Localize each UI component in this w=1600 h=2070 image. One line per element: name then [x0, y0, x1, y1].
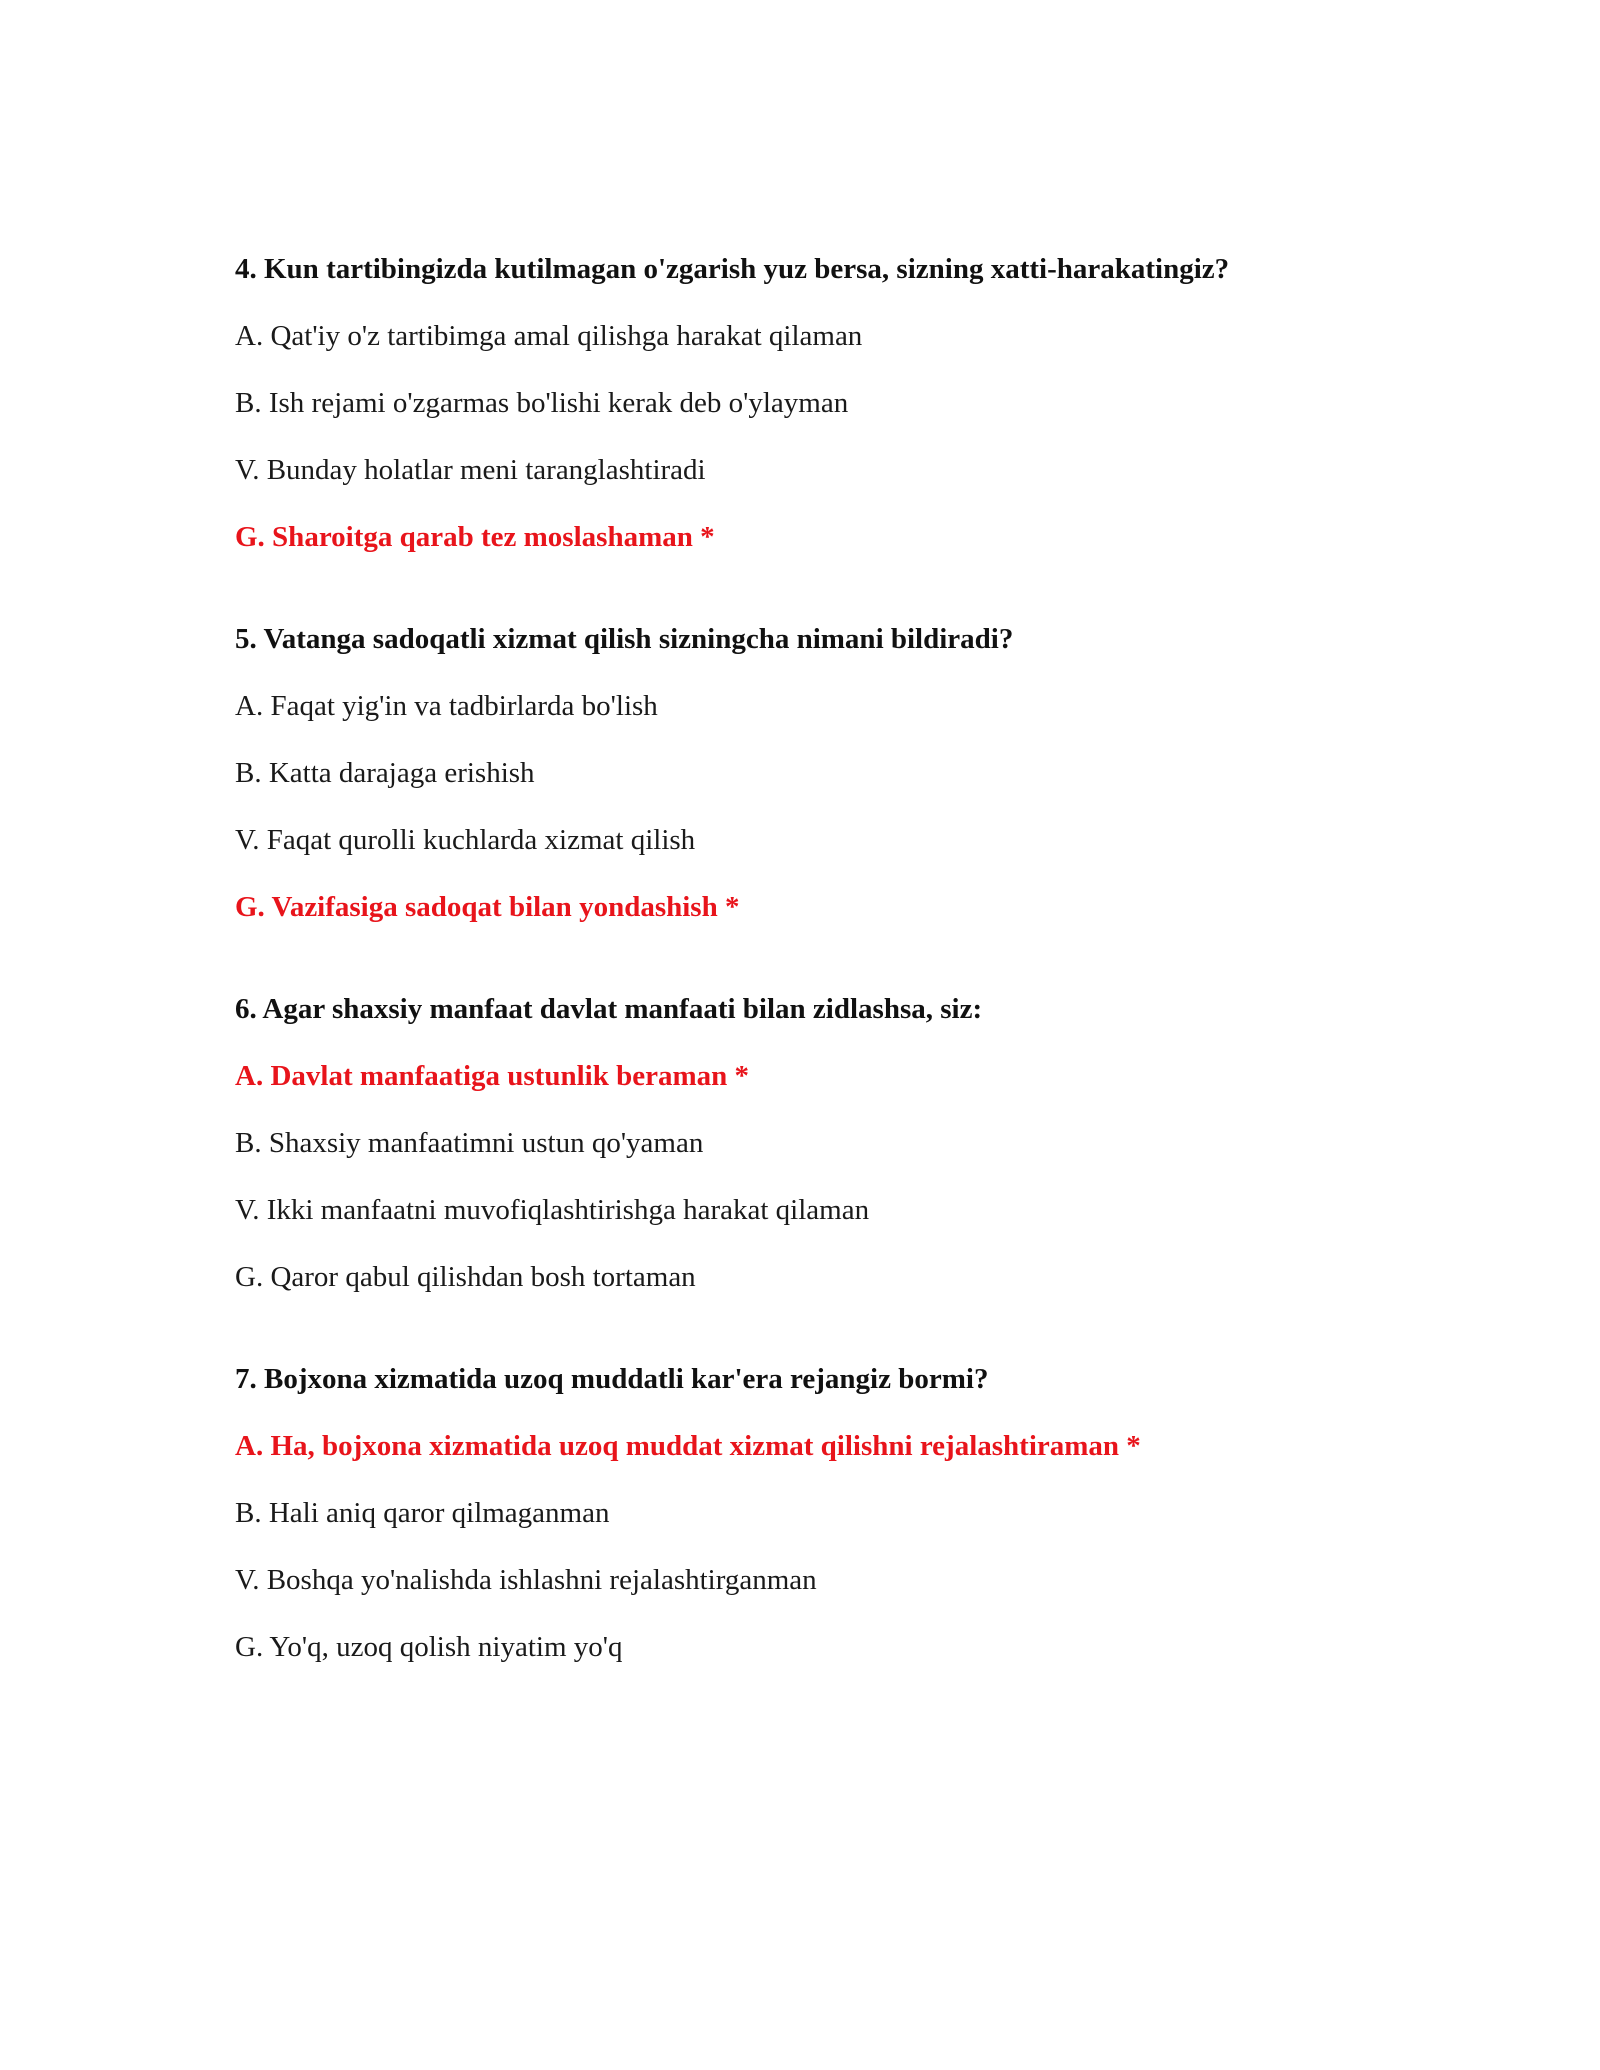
question-text: 6. Agar shaxsiy manfaat davlat manfaati bilan zidlashsa, siz: — [235, 993, 983, 1025]
question-text: 4. Kun tartibingizda kutilmagan o'zgarish yuz bersa, sizning xatti-harakatingiz? — [235, 253, 1230, 285]
option-g: G. Yo'q, uzoq qolish niyatim yo'q — [235, 1631, 623, 1663]
question-text: 5. Vatanga sadoqatli xizmat qilish sizningcha nimani bildiradi? — [235, 623, 1014, 655]
option-a: A. Faqat yig'in va tadbirlarda bo'lish — [235, 690, 658, 722]
question-6 — [235, 992, 1435, 1295]
option-g-correct: G. Vazifasiga sadoqat bilan yondashish * — [235, 891, 740, 923]
option-g: G. Qaror qabul qilishdan bosh tortaman — [235, 1261, 696, 1293]
option-b: B. Ish rejami o'zgarmas bo'lishi kerak deb o'ylayman — [235, 387, 849, 419]
option-b: B. Shaxsiy manfaatimni ustun qo'yaman — [235, 1127, 704, 1159]
option-g-correct: G. Sharoitga qarab tez moslashaman * — [235, 521, 715, 553]
option-b: B. Hali aniq qaror qilmaganman — [235, 1497, 610, 1529]
option-b: B. Katta darajaga erishish — [235, 757, 535, 789]
questionnaire — [235, 252, 1435, 1697]
option-a: A. Qat'iy o'z tartibimga amal qilishga harakat qilaman — [235, 320, 863, 352]
option-v: V. Bunday holatlar meni taranglashtiradi — [235, 454, 706, 486]
option-v: V. Ikki manfaatni muvofiqlashtirishga harakat qilaman — [235, 1194, 870, 1226]
question-5 — [235, 622, 1435, 925]
question-text: 7. Bojxona xizmatida uzoq muddatli kar'era rejangiz bormi? — [235, 1363, 989, 1395]
option-a-correct: A. Ha, bojxona xizmatida uzoq muddat xizmat qilishni rejalashtiraman * — [235, 1430, 1141, 1462]
option-v: V. Faqat qurolli kuchlarda xizmat qilish — [235, 824, 696, 856]
question-7 — [235, 1362, 1435, 1665]
option-a-correct: A. Davlat manfaatiga ustunlik beraman * — [235, 1060, 749, 1092]
question-4 — [235, 252, 1435, 555]
option-v: V. Boshqa yo'nalishda ishlashni rejalashtirganman — [235, 1564, 817, 1596]
